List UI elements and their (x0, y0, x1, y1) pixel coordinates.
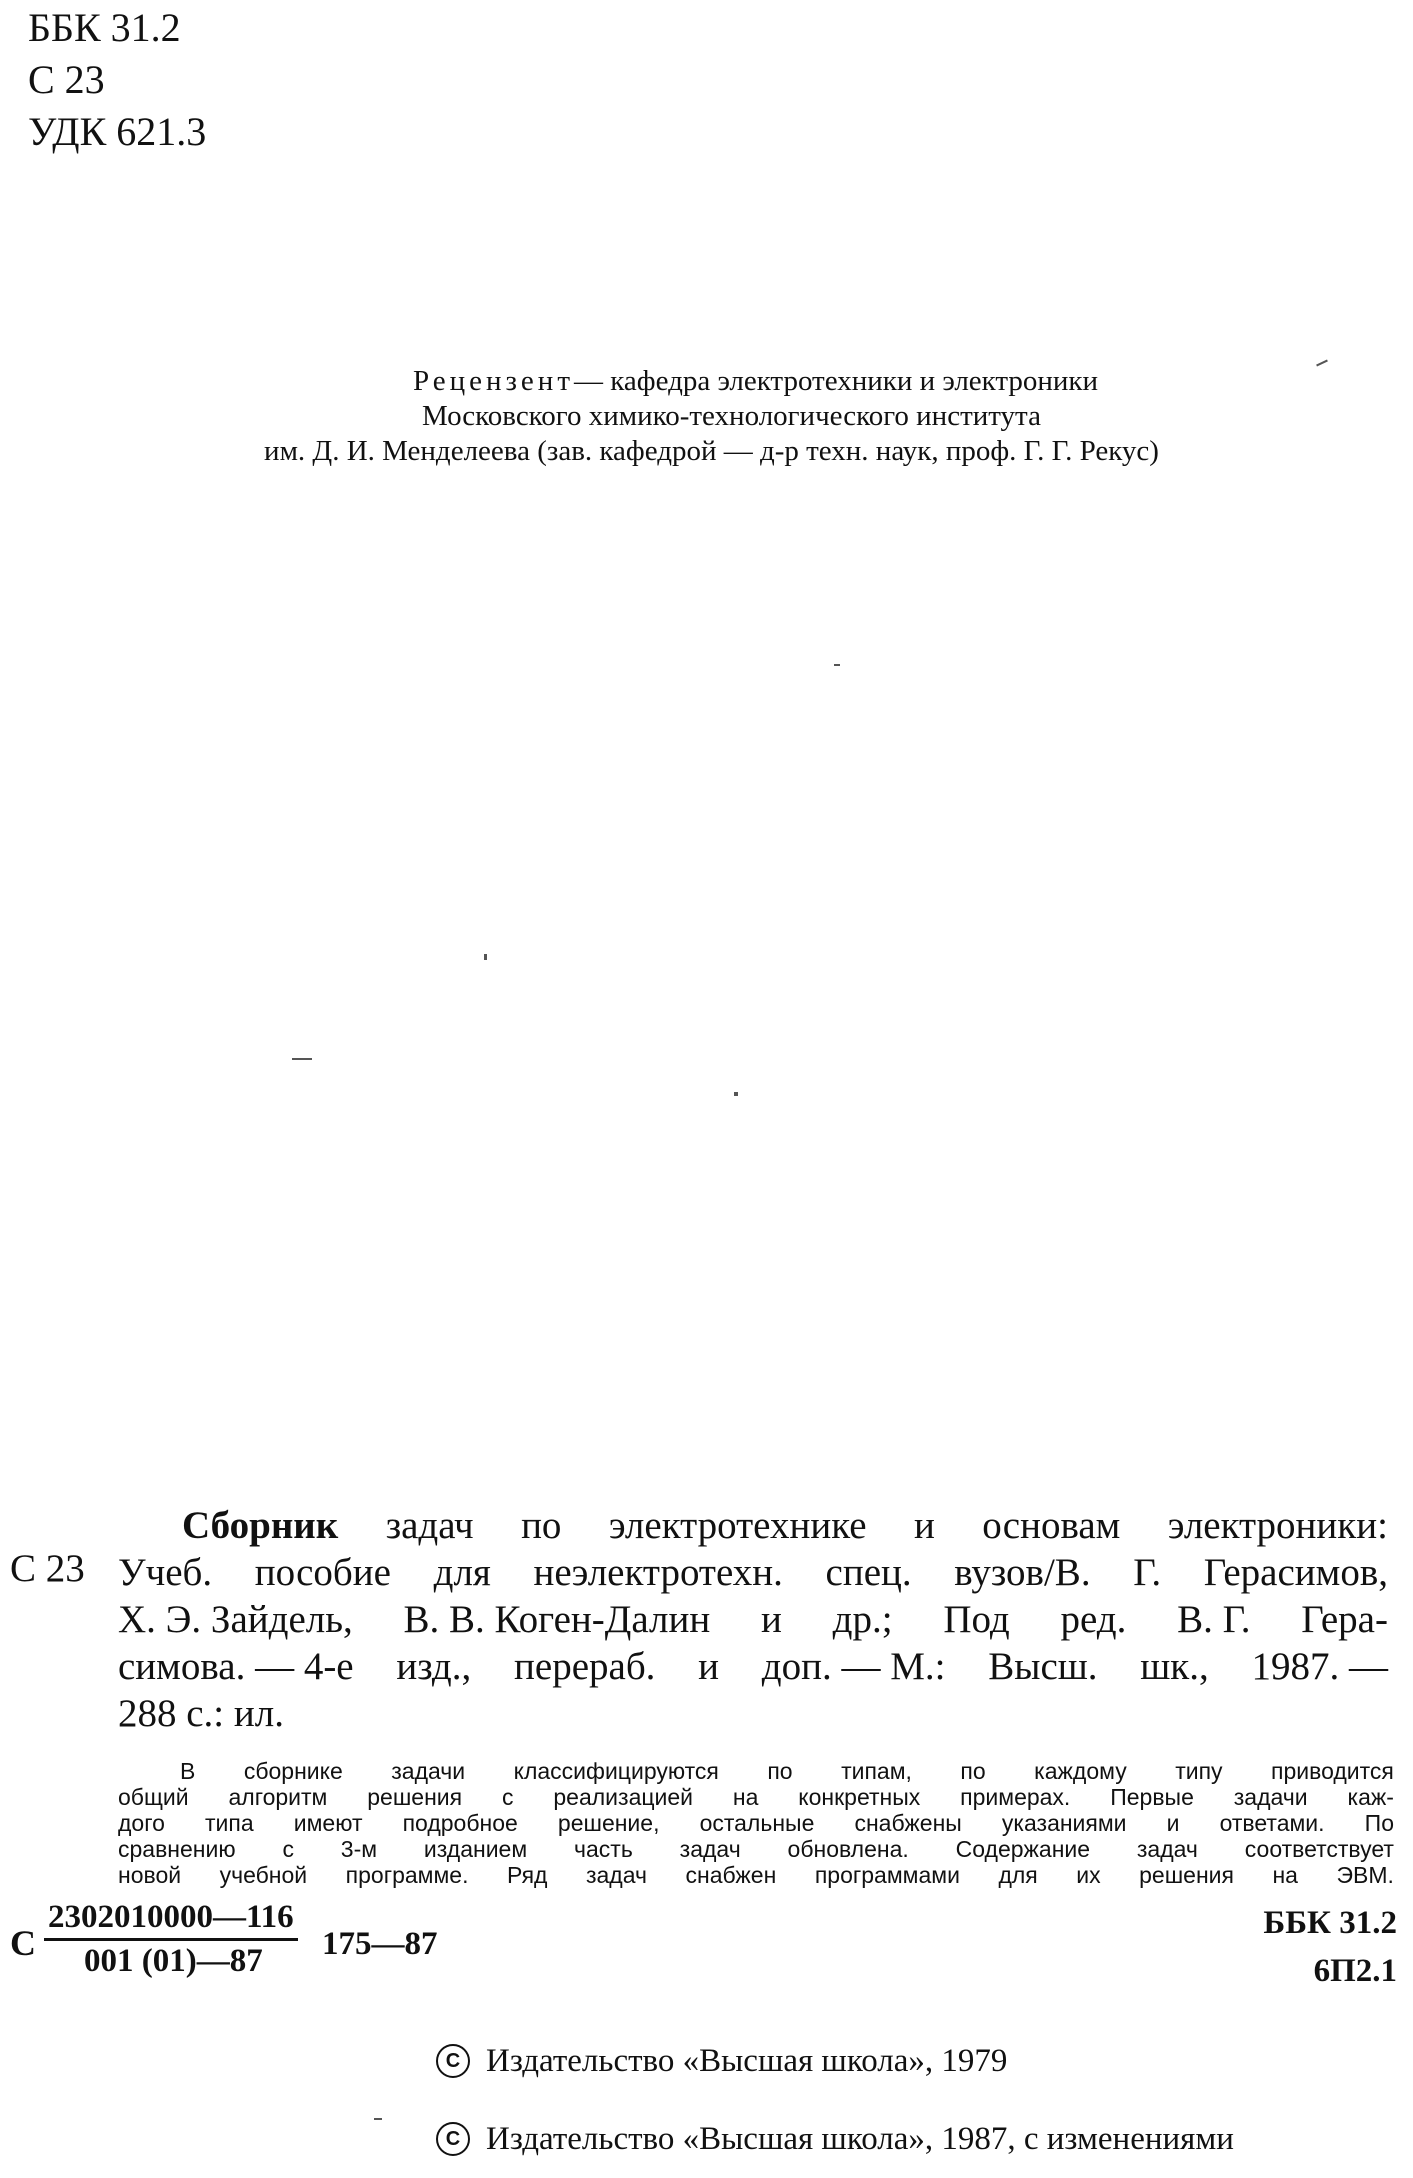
card-word: В. В. Коген-Далин (403, 1598, 711, 1641)
annotation-word: задачи (1233, 1784, 1308, 1810)
annotation-word: примерах. (960, 1784, 1071, 1810)
reviewer-block (0, 364, 1413, 469)
scan-speck (292, 1058, 312, 1060)
card-word: электроники: (1167, 1504, 1388, 1547)
card-word: 1987. — (1251, 1645, 1388, 1688)
annotation-word: часть (574, 1836, 633, 1862)
card-word: Высш. (988, 1645, 1098, 1688)
annotation-word: на (1272, 1862, 1298, 1888)
author-mark-code: 6П2.1 (1313, 1953, 1397, 1989)
annotation-word: снабжены (854, 1810, 962, 1836)
copyright-line-1 (436, 2022, 1234, 2100)
annotation-word: на (732, 1784, 759, 1810)
reviewer-line-3: им. Д. И. Менделеева (зав. кафедрой — д-р техн. наук, проф. Г. Г. Рекус) (264, 435, 1159, 467)
card-word: Гера- (1301, 1598, 1388, 1641)
bbk-code: ББК 31.2 (28, 5, 181, 50)
copyright-text-2: Издательство «Высшая школа», 1987, с изменениями (486, 2121, 1234, 2157)
card-word: и (913, 1504, 935, 1547)
annotation-word: Первые (1110, 1784, 1194, 1810)
card-word: ред. (1060, 1598, 1127, 1641)
annotation-word: типу (1175, 1758, 1223, 1784)
index-tail: 175—87 (322, 1926, 438, 1962)
scan-speck (374, 2118, 382, 2120)
annotation-word: ответами. (1219, 1810, 1325, 1836)
annotation-line-3 (118, 1810, 1394, 1836)
annotation-line-1 (118, 1758, 1394, 1784)
bbk-block (1263, 1899, 1397, 1995)
reviewer-line-2: Московского химико-технологического института (422, 400, 1041, 432)
bbk-right-code: ББК 31.2 (1263, 1905, 1397, 1941)
copyright-block (436, 2022, 1234, 2178)
annotation-line-5 (118, 1862, 1394, 1888)
annotation-word: их (1076, 1862, 1101, 1888)
copyright-text-1: Издательство «Высшая школа», 1979 (486, 2043, 1008, 2079)
annotation-word: с (501, 1784, 514, 1810)
annotation-word: сборнике (243, 1758, 343, 1784)
card-line-5: 288 с.: ил. (118, 1692, 284, 1735)
index-denominator: 001 (01)—87 (44, 1938, 298, 1980)
annotation-word: с (282, 1836, 294, 1862)
card-word: изд., (396, 1645, 472, 1688)
annotation-word: приводится (1271, 1758, 1394, 1784)
card-word: спец. (825, 1551, 912, 1594)
annotation-word: дого (118, 1810, 165, 1836)
card-word: шк., (1140, 1645, 1209, 1688)
annotation-word: новой (118, 1862, 182, 1888)
annotation-word: Ряд (507, 1862, 548, 1888)
annotation-word: учебной (219, 1862, 308, 1888)
card-line-3 (118, 1596, 1388, 1643)
card-word: перераб. (514, 1645, 656, 1688)
annotation-word: решения (367, 1784, 463, 1810)
scan-speck (834, 664, 840, 666)
copyright-icon: C (436, 2044, 470, 2078)
card-word: Учеб. (118, 1551, 213, 1594)
card-line-1 (118, 1502, 1388, 1549)
card-line-2 (118, 1549, 1388, 1596)
card-word: Под (943, 1598, 1010, 1641)
annotation-word: Содержание (955, 1836, 1091, 1862)
annotation-word: подробное (402, 1810, 518, 1836)
reviewer-label: Рецензент (412, 365, 575, 397)
card-word: Сборник (182, 1504, 339, 1547)
annotation-word: программами (814, 1862, 960, 1888)
annotation-word: каж- (1347, 1784, 1394, 1810)
card-word: по (521, 1504, 562, 1547)
annotation-line-4 (118, 1836, 1394, 1862)
card-word: Х. Э. Зайдель, (118, 1598, 353, 1641)
annotation-word: задач (1136, 1836, 1198, 1862)
annotation-word: реализацией (553, 1784, 694, 1810)
annotation-word: программе. (345, 1862, 469, 1888)
scan-speck (484, 954, 487, 960)
reviewer-line-1 (0, 364, 1413, 399)
card-word: электротехнике (608, 1504, 867, 1547)
scan-speck (734, 1092, 738, 1096)
annotation-word: решения (1139, 1862, 1234, 1888)
annotation-word: ЭВМ. (1336, 1862, 1394, 1888)
card-index-code: С 23 (10, 1547, 85, 1590)
annotation-word: каждому (1034, 1758, 1127, 1784)
card-word: Г. (1133, 1551, 1162, 1594)
reviewer-line-1-rest: — кафедра электротехники и электроники (574, 365, 1099, 397)
annotation-word: соответствует (1244, 1836, 1394, 1862)
annotation-word: По (1364, 1810, 1394, 1836)
card-word: др.; (832, 1598, 893, 1641)
annotation-word: задач (679, 1836, 741, 1862)
annotation-word: конкретных (798, 1784, 921, 1810)
annotation-word: задачи (391, 1758, 466, 1784)
annotation-word: задач (585, 1862, 647, 1888)
annotation-word: решение, (557, 1810, 660, 1836)
annotation-line-2 (118, 1784, 1394, 1810)
annotation-word: общий (118, 1784, 189, 1810)
annotation-word: снабжен (685, 1862, 777, 1888)
annotation-word: классифицируются (513, 1758, 719, 1784)
catalog-card (118, 1502, 1388, 1737)
index-letter: С (10, 1923, 36, 1963)
card-word: вузов/В. (954, 1551, 1091, 1594)
annotation-word: остальные (699, 1810, 815, 1836)
annotation-word: сравнению (118, 1836, 236, 1862)
card-word: и (761, 1598, 782, 1641)
annotation-word: изданием (423, 1836, 528, 1862)
card-word: доп. — М.: (761, 1645, 946, 1688)
card-word: Герасимов, (1203, 1551, 1388, 1594)
card-word: неэлектротехн. (533, 1551, 783, 1594)
annotation-word: типам, (841, 1758, 912, 1784)
annotation-word: алгоритм (228, 1784, 328, 1810)
annotation-word: по (767, 1758, 793, 1784)
annotation-word: типа (205, 1810, 254, 1836)
index-numerator: 2302010000—116 (48, 1899, 294, 1935)
index-fraction (44, 1899, 298, 1980)
annotation-word: по (960, 1758, 986, 1784)
annotation-word: обновлена. (787, 1836, 909, 1862)
copyright-icon: C (436, 2122, 470, 2156)
card-word: для (433, 1551, 491, 1594)
udk-code: УДК 621.3 (28, 109, 207, 154)
annotation (118, 1758, 1394, 1888)
card-word: задач (385, 1504, 474, 1547)
annotation-word: 3-м (340, 1836, 378, 1862)
card-word: пособие (254, 1551, 391, 1594)
annotation-word: для (998, 1862, 1038, 1888)
author-index-code: С 23 (28, 57, 105, 102)
annotation-word: В (180, 1758, 196, 1784)
annotation-word: указаниями (1001, 1810, 1127, 1836)
classification-codes (28, 2, 206, 158)
annotation-word: и (1166, 1810, 1180, 1836)
card-word: В. Г. (1177, 1598, 1251, 1641)
card-word: основам (982, 1504, 1121, 1547)
card-line-4 (118, 1643, 1388, 1690)
copyright-line-2 (436, 2100, 1234, 2178)
card-word: и (698, 1645, 720, 1688)
card-word: симова. — 4-е (118, 1645, 354, 1688)
annotation-word: имеют (293, 1810, 363, 1836)
